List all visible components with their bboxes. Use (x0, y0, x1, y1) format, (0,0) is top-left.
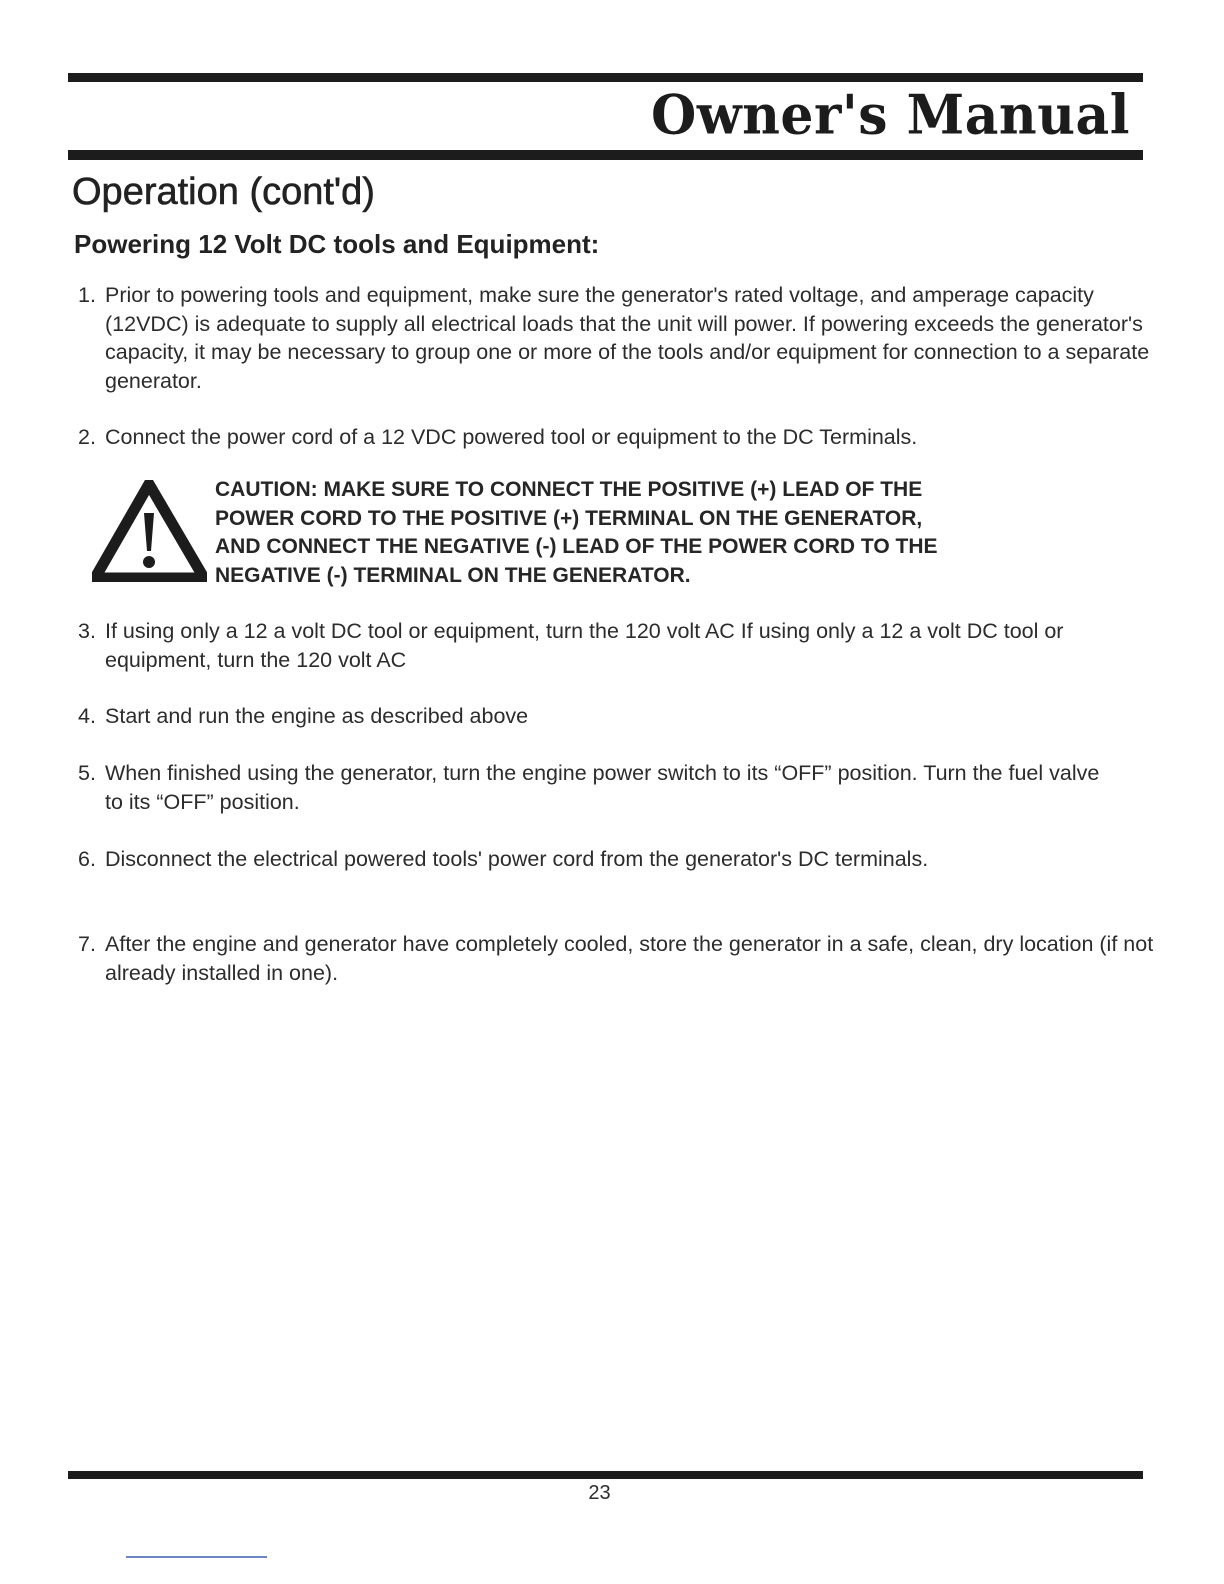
step-text: When finished using the generator, turn the engine power switch to its “OFF” position. Turn the fuel valve to its “OFF” position. (105, 761, 1100, 814)
step-text: Prior to powering tools and equipment, make sure the generator's rated voltage, and amperage capacity (12VDC) is adequate to supply all electrical loads that the unit will power. If powering exceeds the generator's capacity, it may be necessary to group one or more of the tools and/or equipment for connection to a separate generator. (105, 283, 1150, 393)
step-number: 5. (78, 761, 96, 785)
step-number: 2. (78, 425, 96, 449)
footer-rule (68, 1471, 1143, 1479)
caution-line: AND CONNECT THE NEGATIVE (-) LEAD OF THE POWER CORD TO THE (215, 535, 938, 558)
caution-text (215, 476, 1095, 590)
step-text: Disconnect the electrical powered tools' power cord from the generator's DC terminals. (105, 847, 929, 871)
step-item (78, 930, 1158, 987)
step-item (78, 617, 1088, 674)
step-number: 7. (78, 932, 96, 956)
link-underline (126, 1556, 267, 1558)
manual-title: Owner's Manual (651, 83, 1130, 148)
page-number: 23 (588, 1482, 611, 1504)
step-number: 6. (78, 847, 96, 871)
step-item (78, 281, 1158, 395)
step-number: 4. (78, 704, 96, 728)
step-item (78, 423, 1158, 452)
step-text: If using only a 12 a volt DC tool or equipment, turn the 120 volt AC If using only a 12 a volt DC tool or equipment, turn the 120 volt AC (105, 619, 1064, 672)
caution-line: CAUTION: MAKE SURE TO CONNECT THE POSITIVE (+) LEAD OF THE (215, 478, 923, 501)
step-text: After the engine and generator have completely cooled, store the generator in a safe, clean, dry location (if not already installed in one). (105, 932, 1154, 985)
section-subtitle: Powering 12 Volt DC tools and Equipment: (74, 229, 600, 259)
header-rule-bottom (68, 150, 1143, 160)
caution-block (92, 476, 1092, 590)
step-item (78, 845, 1158, 874)
step-item (78, 702, 1158, 731)
step-text: Connect the power cord of a 12 VDC powered tool or equipment to the DC Terminals. (105, 425, 918, 449)
caution-line: POWER CORD TO THE POSITIVE (+) TERMINAL ON THE GENERATOR, (215, 506, 923, 530)
warning-triangle-icon (92, 480, 207, 582)
section-title: Operation (cont'd) (72, 171, 375, 213)
step-item (78, 759, 1108, 816)
step-text: Start and run the engine as described above (105, 704, 529, 728)
step-number: 1. (78, 283, 96, 307)
step-number: 3. (78, 619, 96, 643)
caution-line: NEGATIVE (-) TERMINAL ON THE GENERATOR. (215, 563, 691, 587)
